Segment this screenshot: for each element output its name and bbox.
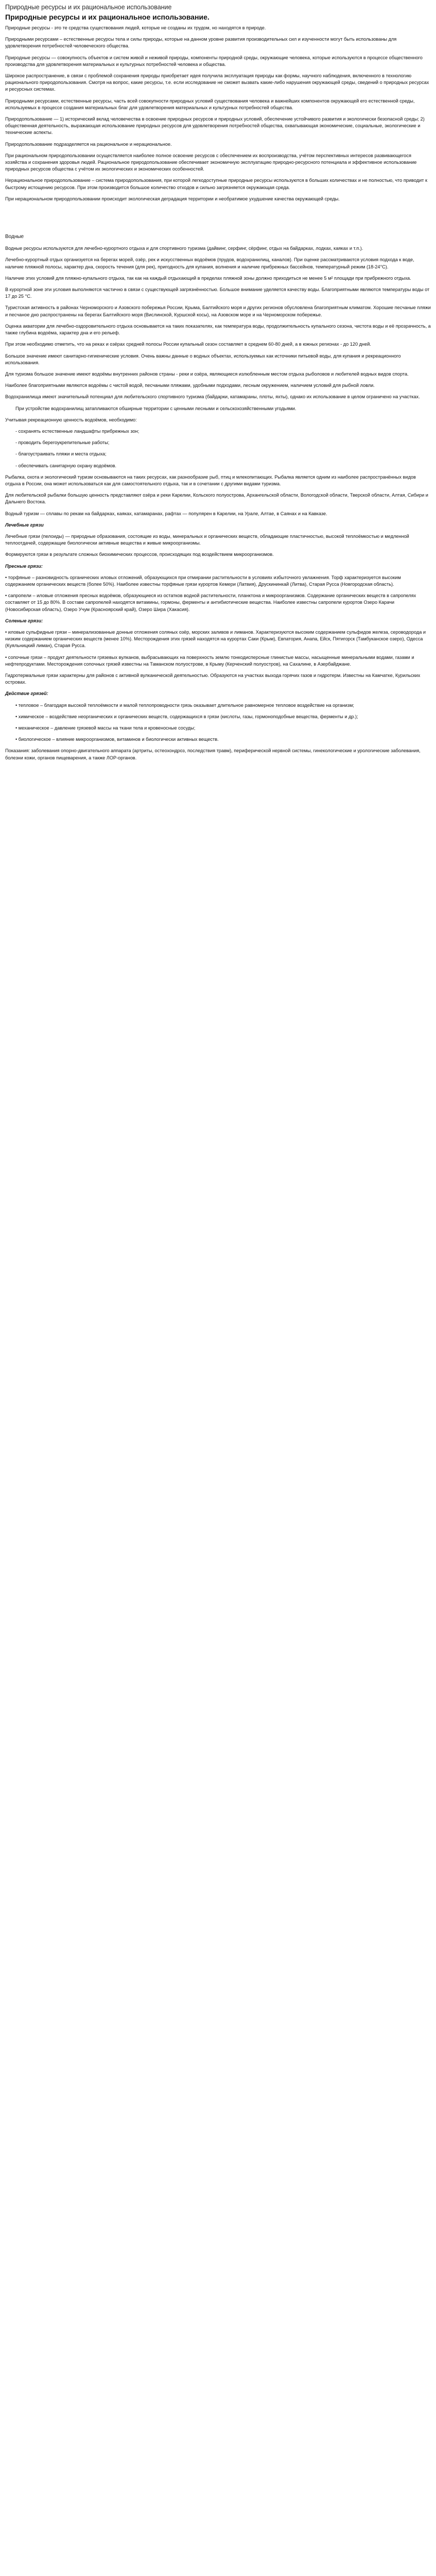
intro-paragraph: При рациональном природопользовании осуществляется наиболее полное освоение ресурсов с обеспечением их воспроизводства, учётом перспективных интересов развивающегося хозяйства и сохранения здоровья людей. Рациональное природопользование обеспечивает экономичную эксплуатацию природно-ресурсного потенциала и эффективное использование природных ресурсов общества с учётом их экологических и экономических особенностей. <box>5 152 417 172</box>
body-paragraph: Наиболее благоприятными являются водоёмы с чистой водой, песчаными пляжами, удобными подходами, лесным окружением, наличием условий для рыбной ловли. <box>5 383 375 388</box>
subheading: Соленые грязи: <box>5 618 43 623</box>
document-title: Природные ресурсы и их рациональное использование. <box>5 13 210 21</box>
intro-paragraph: Природные ресурсы - это те средства существования людей, которые не созданы их трудом, но находятся в природе. <box>5 25 266 30</box>
body-paragraph: Гидротермальные грязи характерны для районов с активной вулканической деятельностью. Образуются на участках выхода горячих газов и гидротерм. Известны на Камчатке, Курильских островах. <box>5 673 421 685</box>
body-section <box>5 245 431 761</box>
body-paragraph: Рыбалка, охота и экологический туризм основываются на таких ресурсах, как разнообразие рыб, птиц и млекопитающих. Рыбалка является одним из наиболее распространённых видов отдыха в России, она может использоваться как для самостоятельного отдыха, так и в сочетании с другими видами туризма. <box>5 474 416 486</box>
intro-paragraph: Природные ресурсы — совокупность объектов и систем живой и неживой природы, компоненты природной среды, окружающие человека, которые используются в процессе общественного производства для удовлетворения материальных и культурных потребностей человека и общества. <box>5 55 423 67</box>
body-paragraph: При устройстве водохранилищ затапливаются обширные территории с ценными лесными и сельскохозяйственными угодьями. <box>15 405 297 411</box>
body-paragraph: - сохранять естественные ландшафты прибрежных зон; <box>15 428 139 434</box>
body-paragraph: Водохранилища имеют значительный потенциал для любительского спортивного туризма (байдарки, катамараны, плоты, яхты), однако их использование в целом ограничено на участках. <box>5 394 420 400</box>
body-paragraph: Туристская активность в районах Черноморского и Азовского побережья России, Крыма, Балтийского моря и других регионов обусловлена благоприятным климатом. Хорошие песчаные пляжи и песчаное дно распространены на берегах Балтийского моря (Вислинской, Куршской косы), на Азовском море и на Черноморском побережье. <box>5 305 431 317</box>
intro-paragraph: Нерациональное природопользование – система природопользования, при которой легкодоступные природные ресурсы используются в больших количествах и не полностью, что приводит к быстрому истощению ресурсов. При этом производится большое количество отходов и сильно загрязняется окружающая среда. <box>5 178 427 190</box>
body-paragraph: • сопочные грязи – продукт деятельности грязевых вулканов, выбрасывающих на поверхность землю тонкодисперсные глинистые массы, насыщенные минеральными водами, газами и нефтепродуктами. Месторождения сопочных грязей известны на Таманском полуострове, в Крыму (Керченский полуостров), на Сахалине, в Азербайджане. <box>5 654 414 667</box>
intro-paragraph: Природными ресурсами – естественные ресурсы тела и силы природы, которые на данном уровне развития производительных сил и изученности могут быть использованы для удовлетворения потребностей человеческого общества. <box>5 37 397 49</box>
body-paragraph: Водный туризм — сплавы по рекам на байдарках, каяках, катамаранах, рафтах — популярен в Карелии, на Урале, Алтае, в Саянах и на Кавказе. <box>5 511 327 516</box>
body-paragraph: • механическое – давление грязевой массы на ткани тела и кровеносные сосуды; <box>15 725 196 731</box>
body-paragraph: Лечебно-курортный отдых организуется на берегах морей, озёр, рек и искусственных водоёмов (прудов, водохранилищ, каналов). При оценке рассматриваются условия подхода к воде, наличие пляжной полосы, характер дна, скорость течения (для рек), пригодность для купания, волнения и наличие прибрежных бассейнов, температурный режим (18-24°С). <box>5 257 414 269</box>
subheading: Пресные грязи: <box>5 563 43 569</box>
body-paragraph: - проводить берегоукрепительные работы; <box>15 440 110 446</box>
section-heading: Водные <box>5 234 24 240</box>
body-paragraph: Формируются грязи в результате сложных биохимических процессов, происходящих под воздействием микроорганизмов. <box>5 552 274 557</box>
body-paragraph: В курортной зоне эти условия выполняются частично в связи с существующей загрязнённостью. Большое внимание уделяется качеству воды. Благоприятными являются температуры воды от 17 до 25 °С. <box>5 287 430 299</box>
body-paragraph: Показания: заболевания опорно-двигательного аппарата (артриты, остеохондроз, последствия травм), периферической нервной системы, гинекологические и урологические заболевания, болезни кожи, органов пищеварения, а также ЛОР-органов. <box>5 748 421 760</box>
body-paragraph: Оценка акватории для лечебно-оздоровительного отдыха основывается на таких показателях, как температура воды, продолжительность купального сезона, чистота воды и её прозрачность, а также глубина водоёма, характер дна и его рельеф. <box>5 323 431 336</box>
body-paragraph: Учитывая рекреационную ценность водоёмов, необходимо: <box>5 417 137 422</box>
intro-paragraph: Природопользование — 1) исторический вклад человечества в освоение природных ресурсов и природных условий, обеспечение устойчивого развития и экологически безопасной среды; 2) общественная деятельность, выражающая использование природных ресурсов для удовлетворения потребностей общества, охватывающая экономические, социальные, экологические и технические аспекты. <box>5 116 425 135</box>
body-paragraph: Наличие этих условий для пляжно-купального отдыха, так как на каждый отдыхающий в пределах пляжной зоны должно приходиться не менее 5 м² площади при прибрежного отдыха. <box>5 275 411 281</box>
site-title: Природные ресурсы и их рациональное использование <box>5 4 172 11</box>
intro-paragraph: Природными ресурсами, естественные ресурсы, часть всей совокупности природных условий существования человека и важнейших компонентов окружающей его естественной среды, используемых в процессе создания материальных благ для удовлетворения материальных и культурных потребностей общества. <box>5 98 415 110</box>
body-paragraph: Для туризма большое значение имеют водоёмы внутренних районов страны - реки и озёра, являющиеся излюбленным местом отдыха рыболовов и любителей водных видов спорта. <box>5 371 409 377</box>
subheading: Действие грязей: <box>5 691 48 697</box>
intro-section <box>5 25 431 202</box>
body-paragraph: Лечебные грязи (пелоиды) — природные образования, состоящие из воды, минеральных и органических веществ, обладающие пластичностью, высокой теплоёмкостью и медленной теплоотдачей, содержащие биологически активные вещества и живые микроорганизмы. <box>5 533 409 546</box>
body-paragraph: • химическое – воздействие неорганических и органических веществ, содержащихся в грязи (кислоты, газы, гормоноподобные вещества, ферменты и др.); <box>15 714 358 719</box>
body-paragraph: - обеспечивать санитарную охрану водоёмов. <box>15 463 117 468</box>
body-paragraph: При этом необходимо отметить, что на реках и озёрах средней полосы России купальный сезон составляет в среднем 60-80 дней, а в южных регионах - до 120 дней. <box>5 342 371 347</box>
subheading: Лечебные грязи <box>5 522 44 528</box>
body-paragraph: • иловые сульфидные грязи – минерализованные донные отложения соляных озёр, морских заливов и лиманов. Характеризуются высоким содержанием сульфидов железа, сероводорода и низким содержанием органических веществ (менее 10%). Месторождения этих грязей находятся на курортах Саки (Крым), Евпатория, Анапа, Ейск, Пятигорск (Тамбуканское озеро), Одесса (Куяльницкий лиман), Старая Русса. <box>5 629 426 649</box>
body-paragraph: Большое значение имеют санитарно-гигиенические условия. Очень важны данные о водных объектах, используемых как источники питьевой воды, для купания и рекреационного использования. <box>5 353 401 365</box>
intro-paragraph: Широкое распространение, в связи с проблемой сохранения природы приобретает идея получила эксплуатация природы как формы, научного наблюдения, включенного в технологию рационального природопользования. Смотря на вопрос, какие ресурсы, т.е. если исследование не сможет вызвать какие-либо нарушения окружающей среды, сведений о природных ресурсах и ресурсных системах. <box>5 73 429 92</box>
body-paragraph: Для любительской рыбалки большую ценность представляют озёра и реки Карелии, Кольского полуострова, Архангельской области, Вологодской области, Тверской области, Алтая, Сибири и Дальнего Востока. <box>5 493 428 505</box>
body-paragraph: - благоустраивать пляжи и места отдыха; <box>15 451 107 457</box>
body-paragraph: Водные ресурсы используются для лечебно-курортного отдыха и для спортивного туризма (дайвинг, серфинг, сёрфинг, отдых на байдарках, лодках, каяках и т.п.). <box>5 246 363 251</box>
body-paragraph: • сапропели – иловые отложения пресных водоёмов, образующиеся из остатков водной растительности, планктона и микроорганизмов. Содержание органических веществ в сапропелях составляет от 15 до 80%. В составе сапропелей находятся витамины, гормоны, ферменты и антибиотические вещества. Наиболее известны сапропели курортов Озеро Карачи (Новосибирская область), Озеро Учум (Красноярский край), Озеро Шира (Хакасия). <box>5 593 416 612</box>
body-paragraph: • тепловое – благодаря высокой теплоёмкости и малой теплопроводности грязь оказывает длительное равномерное тепловое воздействие на организм; <box>15 702 354 708</box>
body-paragraph: • торфяные – разновидность органических иловых отложений, образующихся при отмирании растительности в условиях избыточного увлажнения. Торф характеризуется высоким содержанием органических веществ (более 50%). Наиболее известны торфяные грязи курортов Кемери (Латвия), Друскининкай (Литва), Старая Русса (Новгородская область). <box>5 574 401 587</box>
body-paragraph: • биологическое – влияние микроорганизмов, витаминов и биологически активных веществ. <box>15 737 219 742</box>
page <box>0 0 436 761</box>
intro-paragraph: Природопользование подразделяется на рациональное и нерациональное. <box>5 141 172 147</box>
intro-paragraph: При нерациональном природопользовании происходит экологическая деградация территории и необратимое ухудшение качества окружающей среды. <box>5 196 340 201</box>
